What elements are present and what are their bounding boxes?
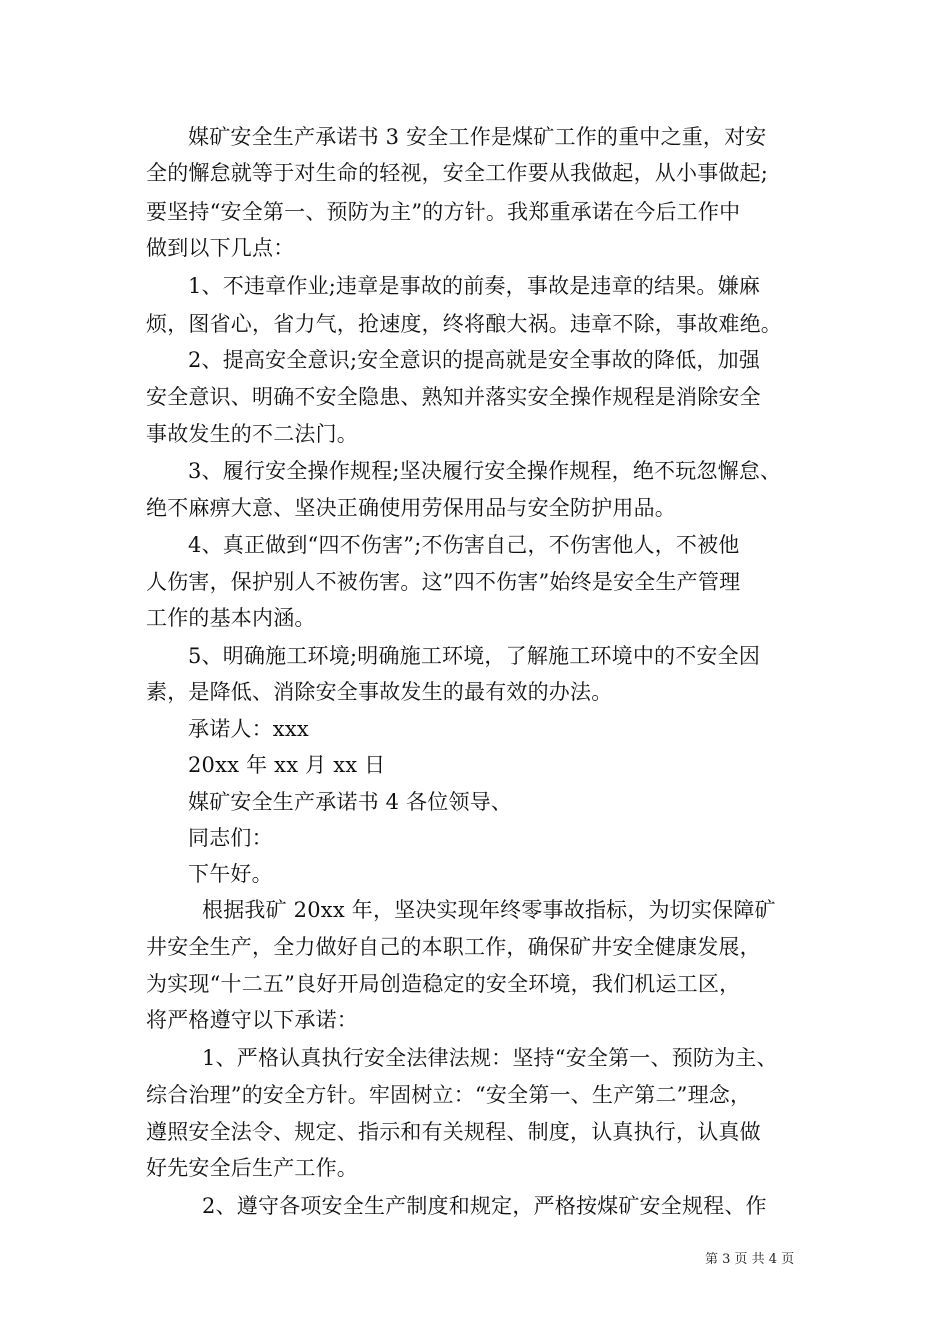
text-line: 烦，图省心，省力气，抢速度，终将酿大祸。违章不除，事故难绝。 bbox=[146, 312, 782, 336]
text-line: 同志们： bbox=[188, 826, 273, 850]
date-line: 20xx 年 xx 月 xx 日 bbox=[188, 753, 386, 777]
signatory-line: 承诺人：xxx bbox=[188, 717, 309, 741]
text-line: 素，是降低、消除安全事故发生的最有效的办法。 bbox=[146, 680, 613, 704]
text-line: 绝不麻痹大意、坚决正确使用劳保用品与安全防护用品。 bbox=[146, 496, 676, 520]
text-line: 井安全生产，全力做好自己的本职工作，确保矿井安全健康发展， bbox=[146, 935, 761, 959]
text-line: 1、不违章作业;违章是事故的前奏，事故是违章的结果。嫌麻 bbox=[188, 274, 761, 298]
text-line: 综合治理”的安全方针。牢固树立：“安全第一、生产第二”理念， bbox=[146, 1083, 752, 1107]
text-line: 好先安全后生产工作。 bbox=[146, 1156, 358, 1180]
text-line: 全的懈怠就等于对生命的轻视，安全工作要从我做起，从小事做起; bbox=[146, 161, 769, 185]
text-line: 5、明确施工环境;明确施工环境，了解施工环境中的不安全因 bbox=[188, 644, 761, 668]
section-heading: 媒矿安全生产承诺书 4 各位领导、 bbox=[188, 790, 513, 814]
text-line: 根据我矿 20xx 年，坚决实现年终零事故指标，为切实保障矿 bbox=[202, 898, 776, 922]
text-line: 工作的基本内涵。 bbox=[146, 606, 316, 630]
text-line: 遵照安全法令、规定、指示和有关规程、制度，认真执行，认真做 bbox=[146, 1120, 761, 1144]
text-line: 2、提高安全意识;安全意识的提高就是安全事故的降低，加强 bbox=[188, 348, 761, 372]
text-line: 做到以下几点： bbox=[146, 236, 295, 260]
text-line: 3、履行安全操作规程;坚决履行安全操作规程，绝不玩忽懈怠、 bbox=[188, 459, 782, 483]
text-line: 2、遵守各项安全生产制度和规定，严格按煤矿安全规程、作 bbox=[202, 1194, 767, 1218]
text-line: 要坚持“安全第一、预防为主”的方针。我郑重承诺在今后工作中 bbox=[146, 200, 741, 224]
text-line: 安全意识、明确不安全隐患、熟知并落实安全操作规程是消除安全 bbox=[146, 385, 761, 409]
text-line: 将严格遵守以下承诺： bbox=[146, 1008, 358, 1032]
text-line: 1、严格认真执行安全法律法规：坚持“安全第一、预防为主、 bbox=[202, 1046, 778, 1070]
text-line: 为实现“十二五”良好开局创造稳定的安全环境，我们机运工区， bbox=[146, 972, 741, 996]
text-line: 下午好。 bbox=[188, 862, 273, 886]
text-line: 4、真正做到“四不伤害”;不伤害自己，不伤害他人，不被他 bbox=[188, 533, 740, 557]
page-number-footer: 第 3 页 共 4 页 bbox=[705, 1252, 795, 1267]
text-line: 媒矿安全生产承诺书 3 安全工作是煤矿工作的重中之重，对安 bbox=[188, 125, 767, 149]
text-line: 事故发生的不二法门。 bbox=[146, 422, 358, 446]
text-line: 人伤害，保护别人不被伤害。这”四不伤害”始终是安全生产管理 bbox=[146, 570, 741, 594]
